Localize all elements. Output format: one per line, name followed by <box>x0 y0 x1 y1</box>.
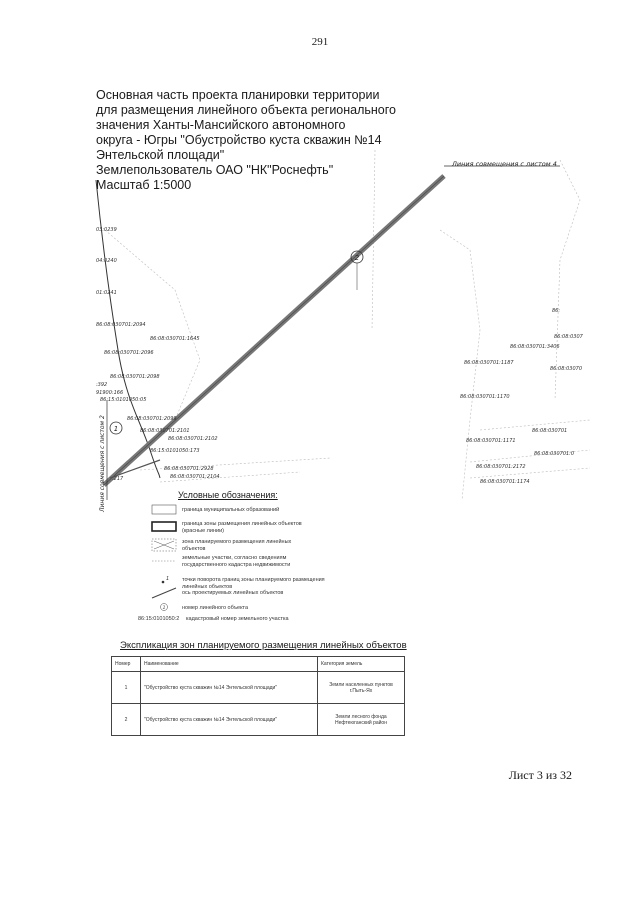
parcel-label: :392 <box>96 382 108 388</box>
parcel-label: 86:08:030701:1171 <box>466 438 516 444</box>
title-line: Основная часть проекта планировки территории <box>96 88 380 102</box>
parcel-label: 86:08:030701:2104 <box>170 474 220 480</box>
parcel-label: 86:08:030701:2096 <box>104 350 154 356</box>
match-line-right-label: Линия совмещения с листом 4 <box>452 160 557 168</box>
parcel-label: 86:08:030701:1170 <box>460 394 510 400</box>
parcel-label: 86:08:030701:1174 <box>480 479 530 485</box>
sheet-label: Лист 3 из 32 <box>508 768 572 782</box>
explication-title: Экспликация зон планируемого размещения линейных объектов <box>120 640 407 651</box>
title-line: значения Ханты-Мансийского автономного <box>96 118 346 132</box>
table-row <box>112 672 405 704</box>
object-number-label: 2 <box>354 254 360 262</box>
legend-object-number: 1 <box>162 606 166 611</box>
legend-item: граница муниципальных образований <box>182 507 280 513</box>
legend-axis-swatch <box>152 588 176 598</box>
table-row <box>112 704 405 736</box>
header-name: Наименование <box>141 657 318 672</box>
legend-item: земельные участки, согласно сведениям государственного кадастра недвижимости <box>182 555 291 568</box>
row-name: "Обустройство куста скважин №14 Энтельской площади" <box>141 672 318 704</box>
parcel-label: 86:08:030701:2928 <box>164 466 214 472</box>
legend-symbols <box>152 505 176 611</box>
parcel-label: 86:08:030701:2102 <box>168 436 218 442</box>
title-line: Энтельской площади" <box>96 148 225 162</box>
parcel-label: 86:08:030701:2101 <box>140 428 190 434</box>
legend-point-number: 1 <box>166 576 170 582</box>
parcel-label: 86:08:030701:1187 <box>464 360 514 366</box>
linear-object-axis-center <box>104 176 444 485</box>
legend-cadastral-example: 86:15:0101050:2 <box>138 616 180 622</box>
parcel-label: 91900:166 <box>96 390 124 396</box>
title-line: Масштаб 1:5000 <box>96 178 192 192</box>
header-category: Категория земель <box>318 657 405 672</box>
legend-point-swatch <box>162 581 165 584</box>
title-line: Землепользователь ОАО "НК"Роснефть" <box>96 163 334 177</box>
parcel-label: 86:15:0101050:05 <box>100 397 147 403</box>
parcel-label: 03:0239 <box>96 227 117 233</box>
row-number: 2 <box>112 704 141 736</box>
parcel-label: 86:08:030701:0 <box>534 451 575 457</box>
legend-municipal-boundary-swatch <box>152 505 176 514</box>
parcel-label: :217 <box>112 476 124 482</box>
match-line-left-label: Линия совмещения с листом 2 <box>99 415 106 512</box>
legend-title: Условные обозначения: <box>178 490 278 500</box>
legend-item: зона планируемого размещения линейных объектов <box>182 539 292 552</box>
table-header-row <box>112 657 405 672</box>
parcel-label: 86:15:0101050:173 <box>150 448 200 454</box>
explication-table <box>111 656 405 736</box>
parcel-label: 86: <box>552 308 561 314</box>
parcel-labels <box>96 227 584 485</box>
legend-item: кадастровый номер земельного участка <box>186 616 289 622</box>
parcel-label: 86:08:030701:3406 <box>510 344 560 350</box>
title-line: округа - Югры "Обустройство куста скважин №14 <box>96 133 382 147</box>
parcel-label: 86:08:030701:2098 <box>110 374 160 380</box>
parcel-label: 04:0240 <box>96 258 117 264</box>
legend-item: номер линейного объекта <box>182 605 249 611</box>
parcel-label: 86:08:030701 <box>532 428 568 434</box>
legend-item: граница зоны размещения линейных объектов (красные линии) <box>182 521 302 534</box>
page-number: 291 <box>311 36 329 48</box>
parcel-label: 86:08:03070 <box>550 366 582 372</box>
object-number-label: 1 <box>113 425 119 433</box>
parcel-label: 86:08:030701:2094 <box>96 322 146 328</box>
legend-item: ось проектируемых линейных объектов <box>182 590 284 596</box>
legend-red-line-swatch <box>152 522 176 531</box>
header-number: Номер <box>112 657 141 672</box>
row-category: Земли населенных пунктов г.Пыть-Ях <box>318 672 405 704</box>
parcel-boundary <box>555 160 580 400</box>
legend-item: точки поворота границ зоны планируемого размещения линейных объектов <box>182 577 325 590</box>
parcel-label: 86:08:030701:2172 <box>476 464 526 470</box>
parcel-label: 86:08:0307 <box>554 334 583 340</box>
row-name: "Обустройство куста скважин №14 Энтельской площади" <box>141 704 318 736</box>
row-number: 1 <box>112 672 141 704</box>
row-category: Земли лесного фонда Нефтеюганский район <box>318 704 405 736</box>
parcel-label: 01:0241 <box>96 290 117 296</box>
parcel-label: 86:08:030701:1645 <box>150 336 200 342</box>
parcel-label: 86:08:030701:2099 <box>127 416 177 422</box>
title-line: для размещения линейного объекта регионального <box>96 103 396 117</box>
